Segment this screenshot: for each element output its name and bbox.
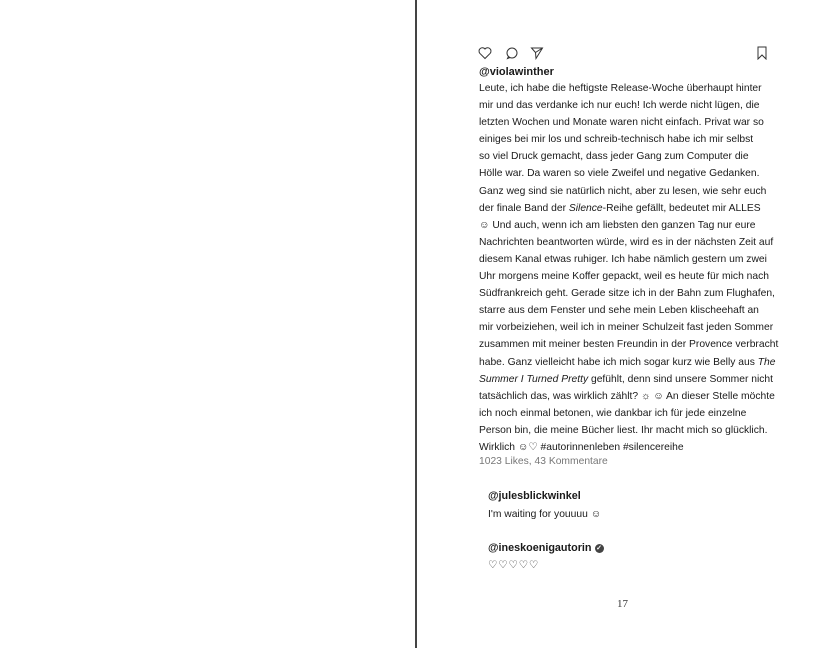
comment-username[interactable]: @julesblickwinkel [488,490,581,502]
caption-italic-title: Silence [568,202,603,214]
caption-text: so viel Druck gemacht, dass jeder Gang zum Computer die [479,151,749,163]
comment-text: I'm waiting for youuuu ☺ [488,509,602,520]
caption-text: habe. Ganz vielleicht habe ich mich sogar kurz wie Belly aus [479,356,758,368]
likes-comments-count: 1023 Likes, 43 Kommentare [479,456,608,467]
caption-text: diesem Kanal etwas ruhiger. Ich habe nämlich gestern um zwei [479,253,767,265]
caption-italic-title: Summer I Turned Pretty [479,373,589,385]
comment-username[interactable]: @ineskoenigautorin [488,542,592,554]
page-gutter-divider [415,0,417,648]
caption-text: starre aus dem Fenster und sehe mein Leben klischeehaft an [479,305,759,317]
caption-line [479,354,779,371]
caption-line [479,165,779,182]
caption-line [479,217,779,234]
caption-line [479,422,779,439]
caption-line [479,183,779,200]
caption-text: -Reihe gefällt, bedeutet mir ALLES [602,202,761,214]
caption-text: zusammen mit meiner besten Freundin in der Provence verbracht [479,339,779,351]
caption-line [479,268,779,285]
caption-line [479,148,779,165]
caption-line [479,131,779,148]
share-icon[interactable] [530,46,544,60]
caption-text: Südfrankreich geht. Gerade sitze ich in der Bahn zum Flughafen, [479,288,775,300]
caption-line [479,234,779,251]
caption-text: Nachrichten beantworten würde, wird es in der nächsten Zeit auf [479,236,774,248]
caption-line [479,114,779,131]
caption-text: mir und das verdanke ich nur euch! Ich werde nicht lügen, die [479,100,760,112]
caption-line [479,80,779,97]
caption-line [479,439,779,456]
caption-text: Ganz weg sind sie natürlich nicht, aber zu lesen, wie sehr euch [479,185,767,197]
caption-text: tatsächlich das, was wirklich zählt? ☼ ☺ An dieser Stelle möchte [479,390,775,402]
caption-text: der finale Band der [479,202,569,214]
caption-line [479,200,779,217]
caption-line [479,319,779,336]
post-caption [479,80,779,456]
caption-line [479,302,779,319]
caption-line [479,251,779,268]
verified-badge-icon: ✓ [596,544,602,552]
bookmark-icon[interactable] [756,46,768,60]
caption-text: letzten Wochen und Monate waren nicht einfach. Privat war so [479,117,764,129]
caption-line [479,371,779,388]
caption-line [479,336,779,353]
caption-text: gefühlt, denn sind unsere Sommer nicht [588,373,773,385]
heart-icon[interactable] [478,46,492,60]
comment-text: ♡♡♡♡♡ [488,560,540,571]
comment-icon[interactable] [505,46,519,60]
caption-text: Person bin, die meine Bücher liest. Ihr macht mich so glücklich. [479,424,768,436]
comment-username-verified [488,542,604,554]
post-actions [478,46,768,62]
left-page [0,0,415,648]
caption-text: Hölle war. Da waren so viele Zweifel und negative Gedanken. [479,168,760,180]
page-number: 17 [617,598,628,610]
caption-text: Uhr morgens meine Koffer gepackt, weil es heute für mich nach [479,271,769,283]
caption-text: Wirklich ☺♡ #autorinnenleben #silencereihe [479,441,684,453]
caption-line [479,285,779,302]
caption-text: ich noch einmal betonen, wie dankbar ich für jede einzelne [479,407,747,419]
caption-text: einiges bei mir los und schreib-technisch habe ich mir selbst [479,134,754,146]
caption-text: Leute, ich habe die heftigste Release-Woche überhaupt hinter [479,83,762,94]
caption-line [479,405,779,422]
caption-text: ☺ Und auch, wenn ich am liebsten den ganzen Tag nur eure [479,219,756,231]
post-username[interactable]: @violawinther [479,66,554,78]
caption-line [479,388,779,405]
caption-line [479,97,779,114]
caption-text: mir vorbeiziehen, weil ich in meiner Schulzeit fast jeden Sommer [479,322,774,334]
caption-italic-title: The [757,356,776,368]
